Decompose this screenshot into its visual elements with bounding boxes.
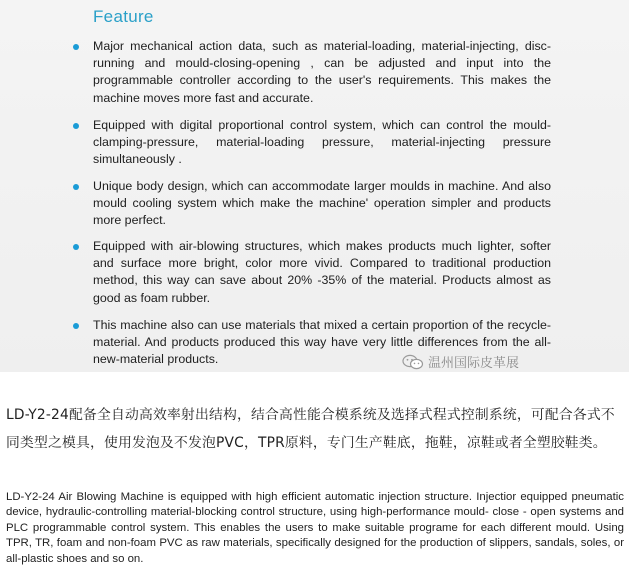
bullet-icon xyxy=(73,323,79,329)
feature-item xyxy=(93,38,551,107)
feature-heading: Feature xyxy=(93,7,154,26)
english-description: LD-Y2-24 Air Blowing Machine is equipped with high efficient automatic injection structure. Injectior equipped pneumatic device, hydraulic-controlling material-blocking control structure, using high-performance mould- close - open systems and PLC programmable control system. This enables the users to make suitable programe for each different mould. Using TPR, TR, foam and non-foam PVC as raw materials, specifically designed for the production of slippers, sandals, soles, or all-plastic shoes and so on. xyxy=(6,491,624,565)
chinese-description: LD-Y2-24配备全自动高效率射出结构，结合高性能合模系统及选择式程式控制系统，可配合各式不同类型之模具，使用发泡及不发泡PVC，TPR原料，专门生产鞋底，拖鞋，凉鞋或者全塑胶鞋类。 xyxy=(6,407,615,451)
wechat-icon xyxy=(402,354,424,370)
bullet-icon xyxy=(73,123,79,129)
feature-item-text: This machine also can use materials that mixed a certain proportion of the recycle-material. And products produced this way have very little differences from the all-new-material products. xyxy=(93,318,551,367)
feature-item-text: Major mechanical action data, such as material-loading, material-injecting, disc-running and mould-closing-opening , can be adjusted and input into the programmable controller according to the user's requirements. This makes the machine moves more fast and accurate. xyxy=(93,39,551,105)
feature-item-text: Equipped with air-blowing structures, which makes products much lighter, softer and surface more bright, color more vivid. Compared to traditional production method, this way can save about 20% -35% of the material. Products almost as good as foam rubber. xyxy=(93,239,551,305)
watermark xyxy=(402,352,519,371)
feature-item xyxy=(93,178,551,230)
feature-item-text: Unique body design, which can accommodate larger moulds in machine. And also mould cooling system which make the machine' operation simpler and products more perfect. xyxy=(93,179,551,228)
watermark-text: 温州国际皮革展 xyxy=(428,355,520,370)
feature-item-text: Equipped with digital proportional control system, which can control the mould-clamping-pressure, material-loading pressure, material-injecting pressure simultaneously . xyxy=(93,118,551,167)
bullet-icon xyxy=(73,44,79,50)
feature-item xyxy=(93,238,551,307)
bullet-icon xyxy=(73,244,79,250)
feature-item xyxy=(93,117,551,169)
bullet-icon xyxy=(73,184,79,190)
